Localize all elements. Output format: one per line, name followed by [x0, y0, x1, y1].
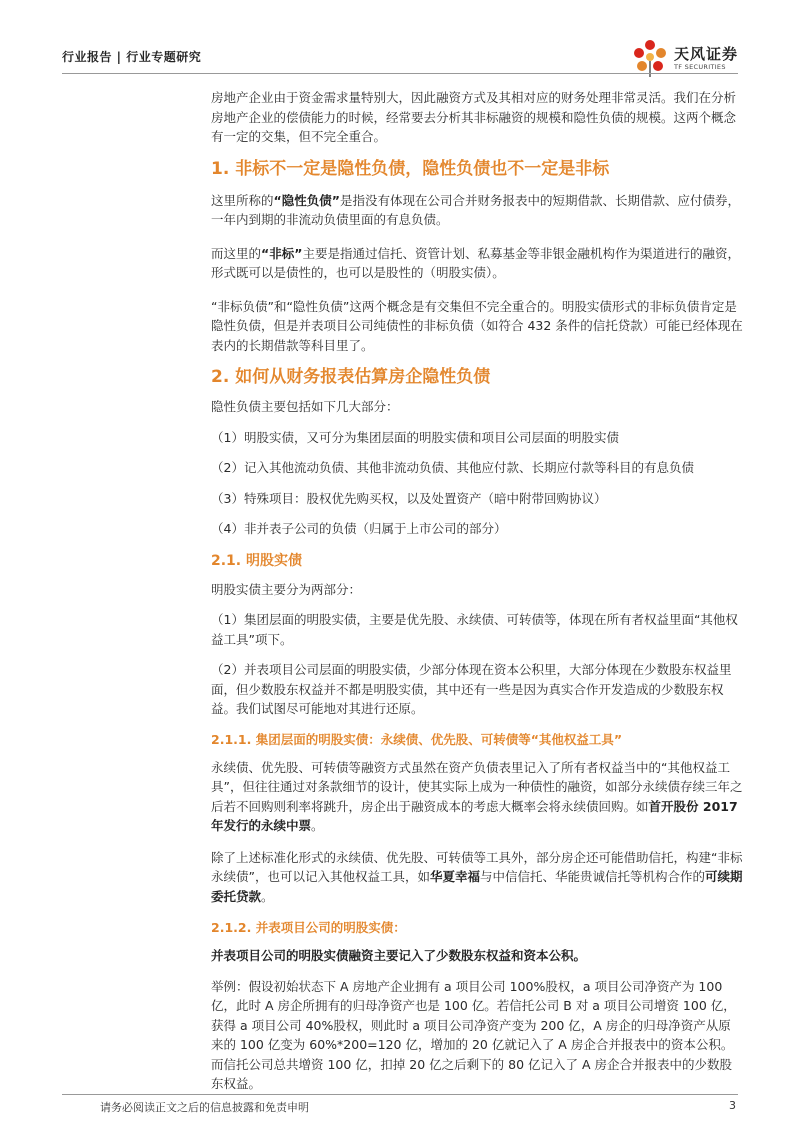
intro-paragraph: 房地产企业由于资金需求量特别大，因此融资方式及其相对应的财务处理非常灵活。我们在分析房地产企业的偿债能力的时候，经常要去分析其非标融资的规模和隐性负债的规模。这两个概念有一定的交集，但不完全重合。 [211, 90, 737, 144]
section-2-heading: 2. 如何从财务报表估算房企隐性负债 [211, 367, 491, 387]
section-2-1-1-paragraph-2: 除了上述标准化形式的永续债、优先股、可转债等工具外，部分房企还可能借助信托，构建“非标永续债”，也可以记入其他权益工具，如华夏幸福与中信信托、华能贵诚信托等机构合作的可续期委托贷款。 [211, 849, 743, 904]
section-2-1-2-paragraph-1: 并表项目公司的明股实债融资主要记入了少数股东权益和资本公积。 [211, 948, 587, 963]
section-2-1-2-heading: 2.1.2. 并表项目公司的明股实债： [211, 920, 406, 935]
logo-english-name: TF SECURITIES [673, 62, 726, 71]
page-number: 3 [729, 1099, 736, 1112]
section-1-paragraph-3: “非标负债”和“隐性负债”这两个概念是有交集但不完全重合的。明股实债形式的非标负债肯定是隐性负债，但是并表项目公司纯债性的非标负债（如符合 432 条件的信托贷款）可能已经体现在表内的长期借款等科目里了。 [211, 298, 743, 353]
section-2-1-1-paragraph-1: 永续债、优先股、可转债等融资方式虽然在资产负债表里记入了所有者权益当中的“其他权益工具”，但往往通过对条款细节的设计，使其实际上成为一种债性的融资，如部分永续债存续三年之后若不回购则利率将跳升，房企出于融资成本的考虑大概率会将永续债回购。如首开股份 2017 年发行的永续中票。 [211, 759, 743, 833]
header-divider [62, 73, 738, 74]
page-header [62, 36, 738, 72]
section-2-paragraph-1: 隐性负债主要包括如下几大部分： [211, 399, 399, 414]
list-item: （4）非并表子公司的负债（归属于上市公司的部分） [211, 521, 507, 536]
list-item: （3）特殊项目：股权优先购买权，以及处置资产（暗中附带回购协议） [211, 490, 607, 506]
breadcrumb: 行业报告 | 行业专题研究 [62, 50, 202, 64]
footer-divider [62, 1094, 738, 1095]
list-item: （1）明股实债，又可分为集团层面的明股实债和项目公司层面的明股实债 [211, 429, 619, 445]
section-1-paragraph-1: 这里所称的“隐性负债”是指没有体现在公司合并财务报表中的短期借款、长期借款、应付债券，一年内到期的非流动负债里面的有息负债。 [211, 192, 740, 227]
section-2-1-paragraph-2: （1）集团层面的明股实债，主要是优先股、永续债、可转债等，体现在所有者权益里面“其他权益工具”项下。 [211, 612, 738, 647]
section-1-heading: 1. 非标不一定是隐性负债，隐性负债也不一定是非标 [211, 158, 610, 179]
logo-chinese-name: 天风证券 [673, 44, 738, 63]
footer-disclaimer: 请务必阅读正文之后的信息披露和免责申明 [100, 1101, 309, 1114]
section-1-paragraph-2: 而这里的“非标”主要是指通过信托、资管计划、私募基金等非银金融机构作为渠道进行的融资，形式既可以是债性的，也可以是股性的（明股实债）。 [211, 245, 740, 280]
section-2-1-heading: 2.1. 明股实债 [211, 552, 302, 569]
section-2-1-paragraph-1: 明股实债主要分为两部分： [211, 581, 362, 597]
section-2-1-paragraph-3: （2）并表项目公司层面的明股实债，少部分体现在资本公积里，大部分体现在少数股东权益里面，但少数股东权益并不都是明股实债，其中还有一些是因为真实合作开发造成的少数股东权益。我们试图尽可能地对其进行还原。 [211, 662, 732, 716]
main-content [211, 88, 743, 1094]
list-item: （2）记入其他流动负债、其他非流动负债、其他应付款、长期应付款等科目的有息负债 [211, 460, 694, 475]
section-2-1-2-paragraph-2: 举例：假设初始状态下 A 房地产企业拥有 a 项目公司 100%股权，a 项目公司净资产为 100 亿，此时 A 房企所拥有的归母净资产也是 100 亿。若信托公司 B 对 a 项目公司增资 100 亿，获得 a 项目公司 40%股权，则此时 a 项目公司净资产变为 200 亿，A 房企的归母净资产从原来的 100 亿变为 60%*200=120 亿，增加的 20 亿就记入了 A 房企合并报表中的资本公积。而信托公司总共增资 100 亿，扣掉 20 亿之后剩下的 80 亿记入了 A 房企合并报表中的少数股东权益。 [211, 978, 736, 1091]
section-2-1-1-heading: 2.1.1. 集团层面的明股实债：永续债、优先股、可转债等“其他权益工具” [211, 731, 623, 747]
